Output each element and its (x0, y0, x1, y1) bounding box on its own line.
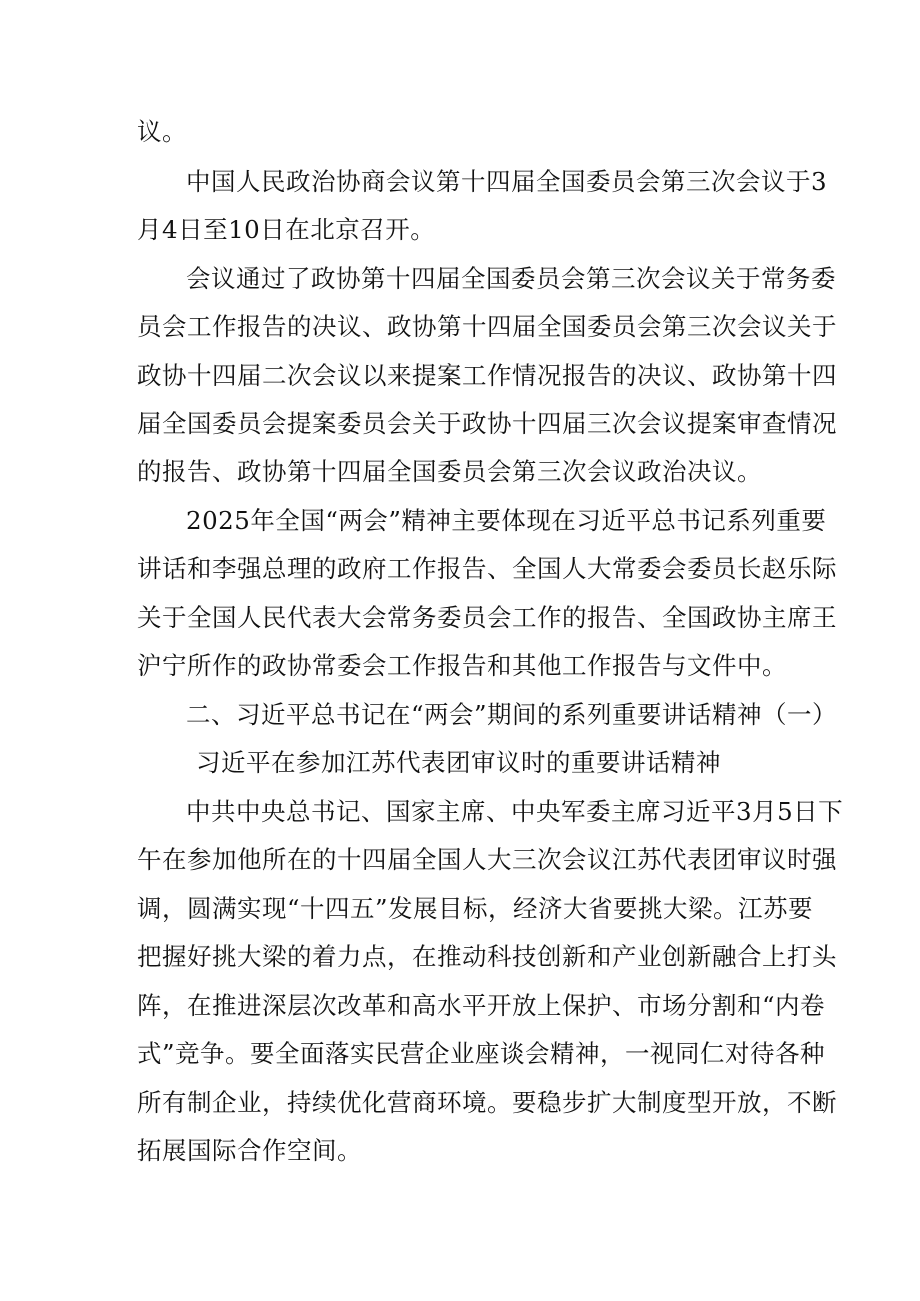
subsection-heading: 习近平在参加江苏代表团审议时的重要讲话精神 (196, 748, 721, 777)
text-line-resolutions-1: 会议通过了政协第十四届全国委员会第三次会议关于常务委 (186, 264, 836, 293)
text-line-spirit-4: 沪宁所作的政协常委会工作报告和其他工作报告与文件中。 (137, 651, 787, 680)
text-line-jiangsu-1: 中共中央总书记、国家主席、中央军委主席习近平3月5日下 (186, 797, 844, 826)
text-line-jiangsu-8: 拓展国际合作空间。 (137, 1136, 362, 1165)
text-line-jiangsu-3: 调，圆满实现“十四五”发展目标，经济大省要挑大梁。江苏要 (137, 894, 814, 923)
text-line-jiangsu-2: 午在参加他所在的十四届全国人大三次会议江苏代表团审议时强 (137, 845, 837, 874)
text-line-jiangsu-7: 所有制企业，持续优化营商环境。要稳步扩大制度型开放，不断 (137, 1088, 837, 1117)
text-line-jiangsu-5: 阵，在推进深层次改革和高水平开放上保护、市场分割和“内卷 (137, 991, 826, 1020)
text-line-cppcc-session: 中国人民政治协商会议第十四届全国委员会第三次会议于3 (186, 167, 828, 196)
text-line-cppcc-dates: 月4日至10日在北京召开。 (137, 215, 436, 244)
text-line-jiangsu-4: 把握好挑大梁的着力点，在推动科技创新和产业创新融合上打头 (137, 942, 837, 971)
text-line-jiangsu-6: 式”竞争。要全面落实民营企业座谈会精神，一视同仁对待各种 (137, 1039, 826, 1068)
text-line-resolutions-5: 的报告、政协第十四届全国委员会第三次会议政治决议。 (137, 457, 762, 486)
text-line-resolutions-2: 员会工作报告的决议、政协第十四届全国委员会第三次会议关于 (137, 312, 837, 341)
text-line-paragraph-end: 议。 (137, 117, 187, 146)
text-line-spirit-3: 关于全国人民代表大会常务委员会工作的报告、全国政协主席王 (137, 603, 837, 632)
text-line-resolutions-3: 政协十四届二次会议以来提案工作情况报告的决议、政协第十四 (137, 361, 837, 390)
text-line-spirit-1: 2025年全国“两会”精神主要体现在习近平总书记系列重要 (186, 506, 827, 535)
text-line-resolutions-4: 届全国委员会提案委员会关于政协十四届三次会议提案审查情况 (137, 409, 837, 438)
section-heading: 二、习近平总书记在“两会”期间的系列重要讲话精神（一） (186, 700, 838, 729)
text-line-spirit-2: 讲话和李强总理的政府工作报告、全国人大常委会委员长赵乐际 (137, 554, 837, 583)
